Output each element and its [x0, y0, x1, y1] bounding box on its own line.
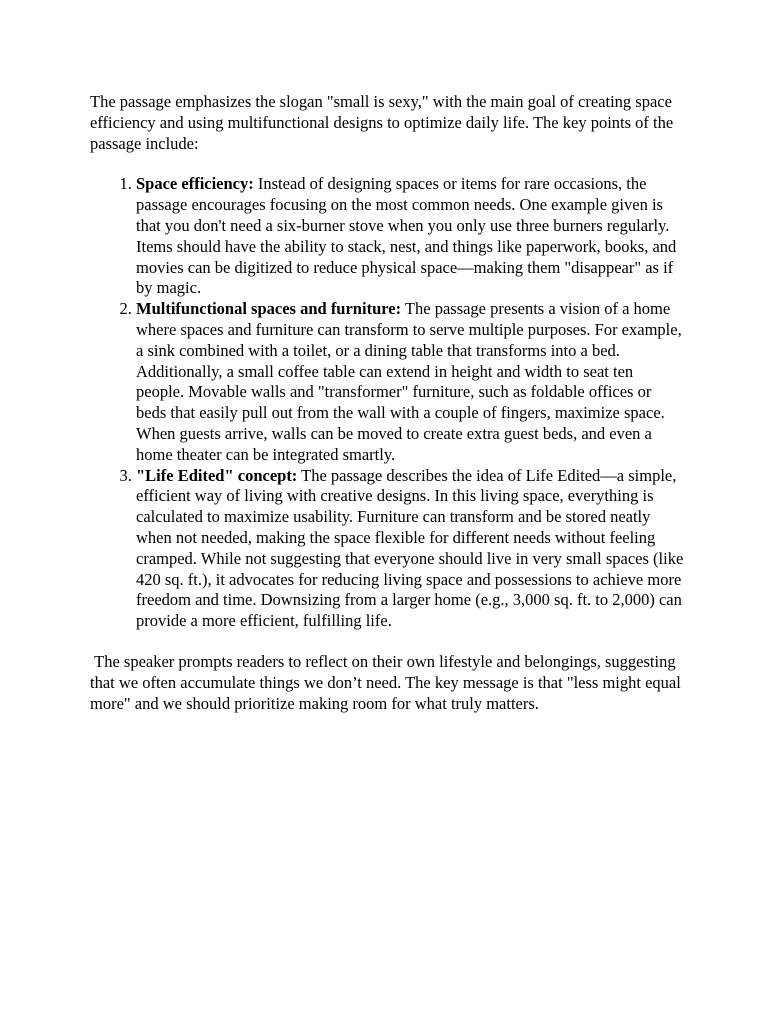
point-text: Instead of designing spaces or items for rare occasions, the passage encourages focusing on the most common needs. One example given is that you don't need a six-burner stove when you only use three burners regularly. Items should have the ability to stack, nest, and things like paperwork, books, and movies can be digitized to reduce physical space—making them "disappear" as if by magic. — [136, 174, 677, 298]
closing-paragraph: The speaker prompts readers to reflect on their own lifestyle and belongings, suggesting that we often accumulate things we don’t need. The key message is that "less might equal more" and we should prioritize making room for what truly matters. — [90, 651, 685, 713]
list-item — [136, 466, 684, 632]
key-points-list — [90, 174, 684, 632]
point-text: The passage presents a vision of a home where spaces and furniture can transform to serve multiple purposes. For example, a sink combined with a toilet, or a dining table that transforms into a bed. Additionally, a small coffee table can extend in height and width to seat ten people. Movable walls and "transformer" furniture, such as foldable offices or beds that easily pull out from the wall with a couple of fingers, maximize space. When guests arrive, walls can be moved to create extra guest beds, and even a home theater can be integrated smartly. — [136, 299, 682, 464]
intro-paragraph: The passage emphasizes the slogan "small is sexy," with the main goal of creating space efficiency and using multifunctional designs to optimize daily life. The key points of the passage include: — [90, 92, 674, 153]
list-item — [136, 299, 684, 465]
list-item — [136, 174, 684, 299]
point-text: The passage describes the idea of Life Edited—a simple, efficient way of living with creative designs. In this living space, everything is calculated to maximize usability. Furniture can transform and be stored neatly when not needed, making the space flexible for different needs without feeling cramped. While not suggesting that everyone should live in very small spaces (like 420 sq. ft.), it advocates for reducing living space and possessions to achieve more freedom and time. Downsizing from a larger home (e.g., 3,000 sq. ft. to 2,000) can provide a more efficient, fulfilling life. — [136, 465, 684, 631]
point-term: "Life Edited" concept: — [136, 465, 298, 485]
point-term: Multifunctional spaces and furniture: — [136, 299, 402, 319]
point-term: Space efficiency: — [136, 174, 254, 194]
